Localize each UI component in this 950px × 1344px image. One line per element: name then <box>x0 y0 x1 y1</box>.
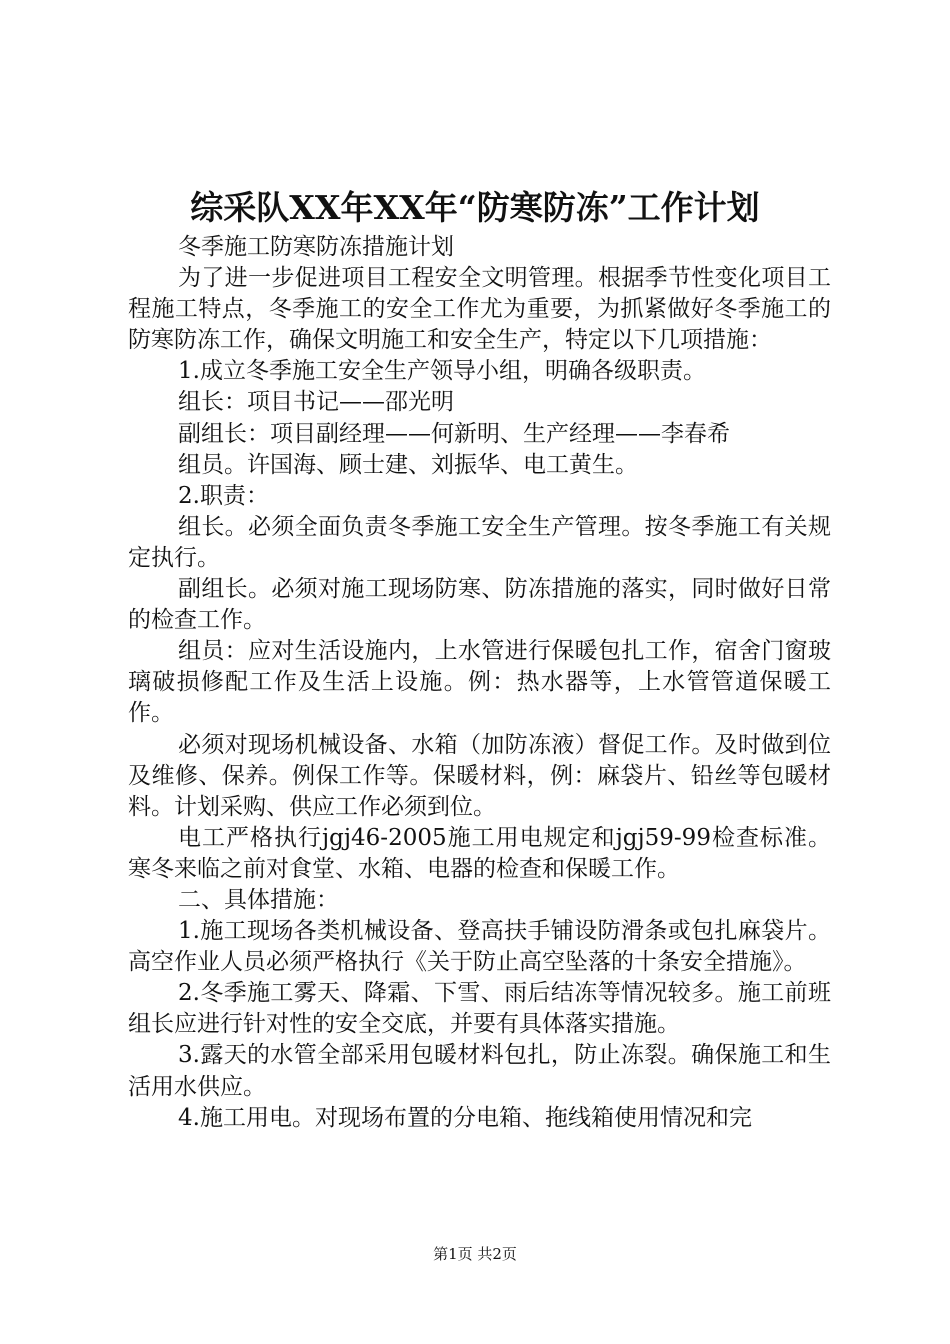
paragraph: 2.职责： <box>178 482 269 509</box>
paragraph: 3.露天的水管全部采用包暖材料包扎，防止冻裂。确保施工和生活用水供应。 <box>128 1042 831 1100</box>
paragraph: 组员。许国海、顾士建、刘振华、电工黄生。 <box>178 451 638 478</box>
paragraph: 冬季施工防寒防冻措施计划 <box>178 234 454 260</box>
paragraph: 组长：项目书记——邵光明 <box>178 389 454 416</box>
paragraph: 4.施工用电。对现场布置的分电箱、拖线箱使用情况和完 <box>178 1104 752 1131</box>
paragraph: 组长。必须全面负责冬季施工安全生产管理。按冬季施工有关规定执行。 <box>128 513 831 571</box>
paragraph: 必须对现场机械设备、水箱（加防冻液）督促工作。及时做到位及维修、保养。例保工作等。保暖材料，例：麻袋片、铅丝等包暖材料。计划采购、供应工作必须到位。 <box>128 731 831 820</box>
paragraph: 1.施工现场各类机械设备、登高扶手铺设防滑条或包扎麻袋片。高空作业人员必须严格执行《关于防止高空坠落的十条安全措施》。 <box>128 918 831 976</box>
paragraph: 1.成立冬季施工安全生产领导小组，明确各级职责。 <box>178 358 706 385</box>
paragraph: 二、具体措施： <box>178 886 339 913</box>
paragraph: 2.冬季施工雾天、降霜、下雪、雨后结冻等情况较多。施工前班组长应进行针对性的安全交底，并要有具体落实措施。 <box>128 980 831 1038</box>
paragraph: 副组长：项目副经理——何新明、生产经理——李春希 <box>178 420 730 447</box>
page-number-footer: 第1页 共2页 <box>433 1245 517 1263</box>
paragraph: 为了进一步促进项目工程安全文明管理。根据季节性变化项目工程施工特点，冬季施工的安全工作尤为重要，为抓紧做好冬季施工的防寒防冻工作，确保文明施工和安全生产，特定以下几项措施： <box>128 265 831 354</box>
document-title: 综采队XX年XX年“防寒防冻”工作计划 <box>190 188 760 227</box>
document-body <box>128 232 831 1134</box>
paragraph: 电工严格执行jgj46-2005施工用电规定和jgj59-99检查标准。寒冬来临之前对食堂、水箱、电器的检查和保暖工作。 <box>128 824 831 882</box>
paragraph: 副组长。必须对施工现场防寒、防冻措施的落实，同时做好日常的检查工作。 <box>128 576 831 634</box>
paragraph: 组员：应对生活设施内，上水管进行保暖包扎工作，宿舍门窗玻璃破损修配工作及生活上设施。例：热水器等，上水管管道保暖工作。 <box>128 638 831 727</box>
